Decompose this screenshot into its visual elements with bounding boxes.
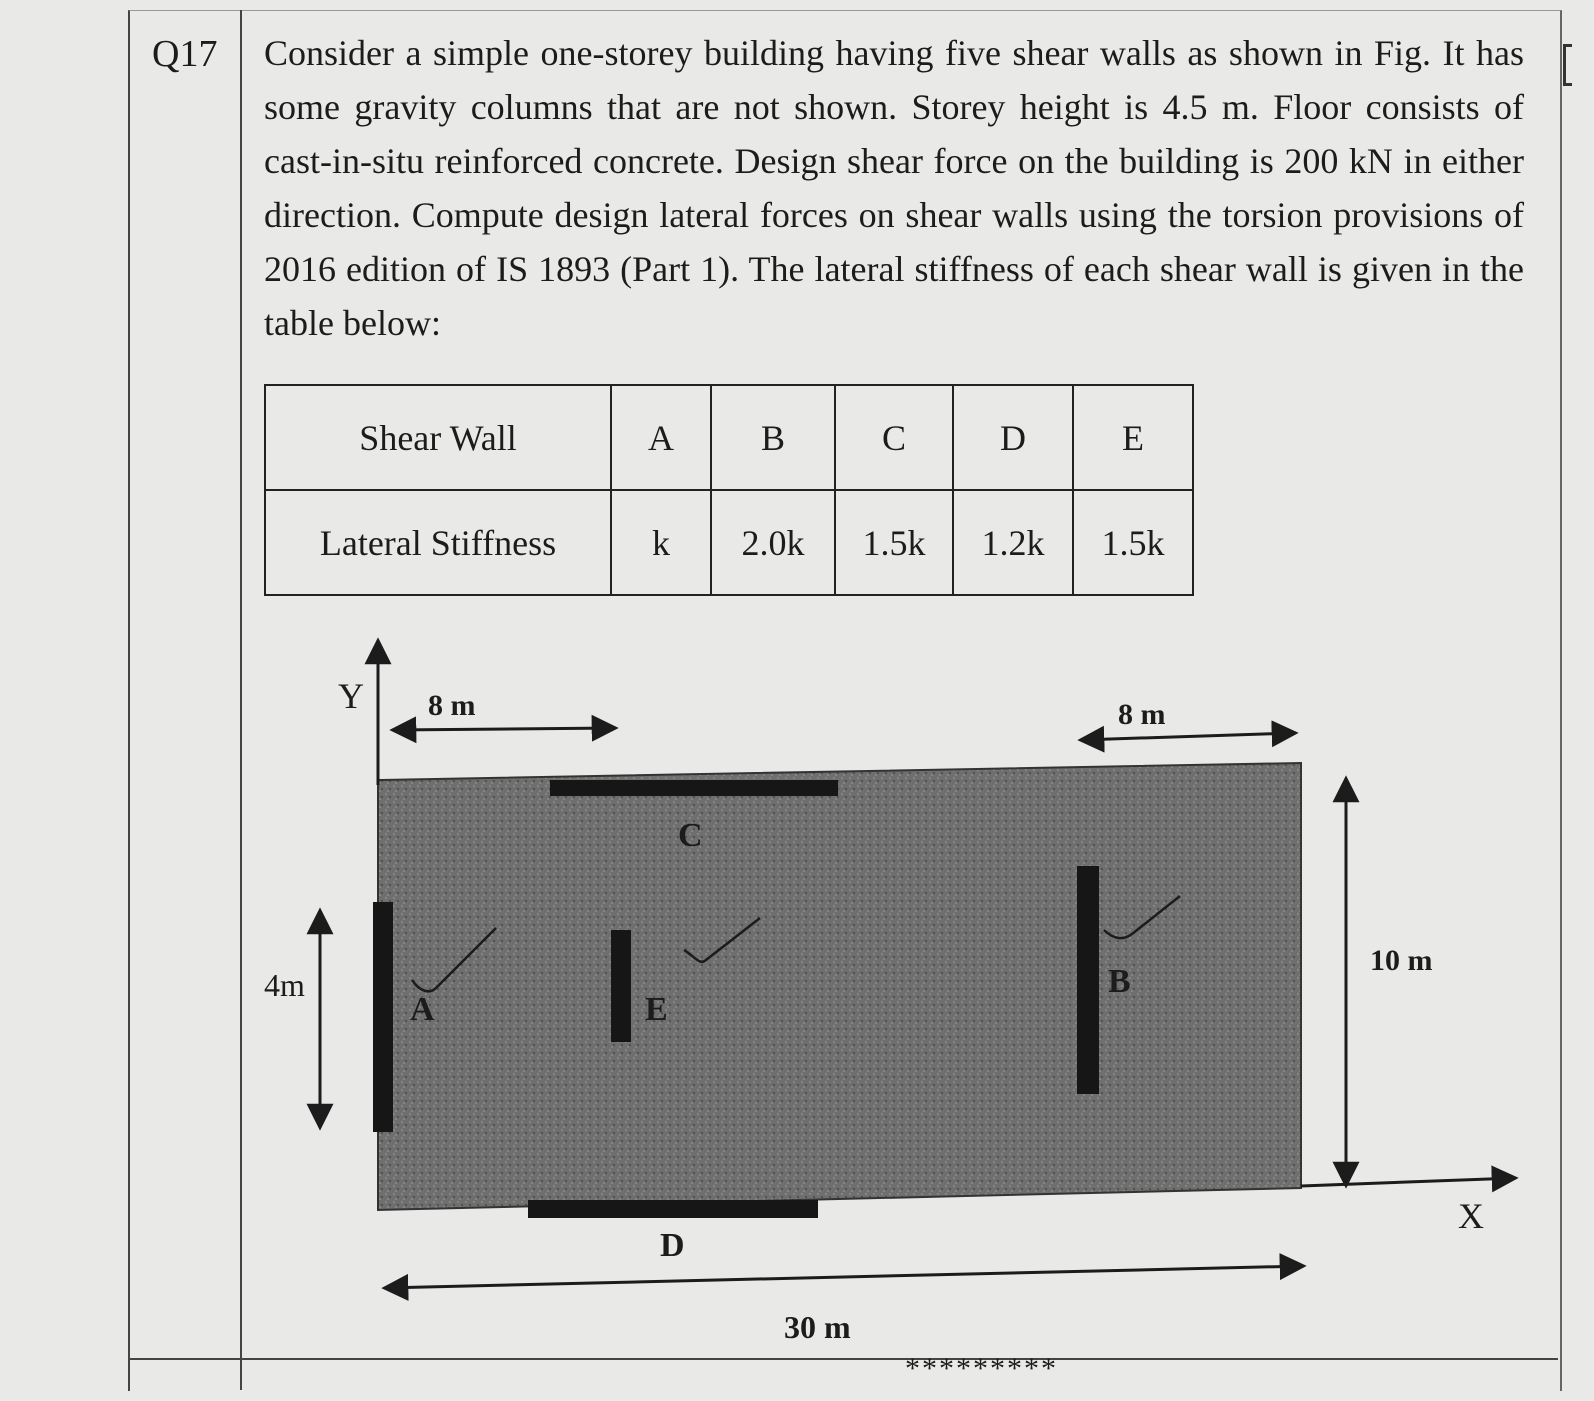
wall-header-cell: B [711, 385, 835, 490]
dim-label-left-8m: 8 m [428, 689, 476, 722]
stiffness-cell: k [611, 490, 711, 595]
wall-label-b: B [1108, 963, 1131, 1000]
shear-wall-c [550, 780, 838, 796]
header-label-cell: Shear Wall [265, 385, 611, 490]
wall-label-d: D [660, 1227, 685, 1264]
stiffness-cell: 1.5k [1073, 490, 1193, 595]
shear-wall-e [611, 930, 631, 1042]
x-axis-label: X [1458, 1196, 1484, 1236]
y-axis-label: Y [338, 676, 364, 716]
dim-label-height-10m: 10 m [1370, 944, 1433, 977]
end-of-question-marker: ********* [905, 1352, 1058, 1385]
stiffness-cell: 2.0k [711, 490, 835, 595]
wall-label-a: A [410, 991, 435, 1028]
x-axis [1301, 1178, 1516, 1186]
stiffness-cell: 1.2k [953, 490, 1073, 595]
wall-label-c: C [678, 817, 703, 854]
dim-label-width-30m: 30 m [784, 1309, 851, 1345]
dim-arrow-left-8m [392, 728, 616, 730]
dim-label-wall-a-4m: 4m [264, 967, 305, 1003]
dim-arrow-right-8m [1080, 733, 1296, 740]
floor-slab [378, 763, 1301, 1210]
wall-header-cell: A [611, 385, 711, 490]
shear-wall-d [528, 1200, 818, 1218]
wall-header-cell: C [835, 385, 953, 490]
wall-label-e: E [645, 991, 668, 1028]
shear-wall-b [1077, 866, 1099, 1094]
question-text: Consider a simple one-storey building having five shear walls as shown in Fig. It has some gravity columns that are not shown. Storey height is 4.5 m. Floor consists of cast-in-situ reinforced concrete. Design shear force on the building is 200 kN in either direction. Compute design lateral forces on shear walls using the torsion provisions of 2016 edition of IS 1893 (Part 1). The lateral stiffness of each shear wall is given in the table below: [264, 33, 1524, 343]
stiffness-cell: 1.5k [835, 490, 953, 595]
wall-header-cell: D [953, 385, 1073, 490]
wall-header-cell: E [1073, 385, 1193, 490]
dim-arrow-width-30m [384, 1266, 1304, 1288]
question-number: Q17 [152, 33, 218, 75]
dim-label-right-8m: 8 m [1118, 698, 1166, 731]
row-label-cell: Lateral Stiffness [265, 490, 611, 595]
shear-wall-a [373, 902, 393, 1132]
